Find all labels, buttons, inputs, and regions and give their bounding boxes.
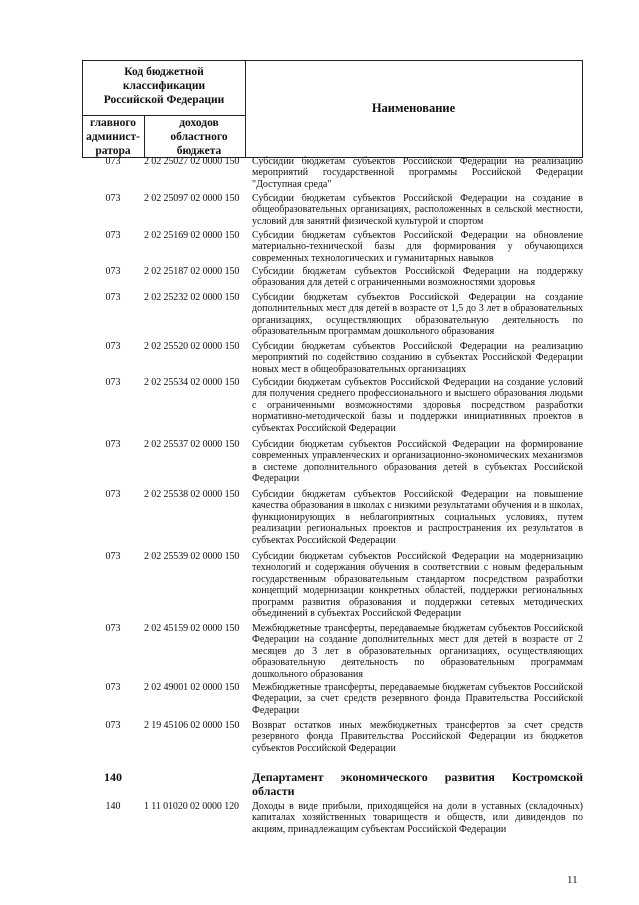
income-code: 1 11 01020 02 0000 120	[144, 801, 239, 812]
table-row	[82, 193, 583, 230]
income-code: 2 02 25534 02 0000 150	[144, 377, 240, 388]
row-name: Межбюджетные трансферты, передаваемые бюджетам субъектов Российской Федерации на создание дополнительных мест для детей в возрасте от 2 месяцев до 3 лет в образовательных организациях, осуществляющих образовательную деятельность по образовательным программам дошкольного образования	[252, 623, 583, 680]
admin-code: 073	[105, 230, 121, 241]
section-title: Департамент экономического развития Костромской области	[252, 770, 583, 798]
admin-code: 073	[105, 292, 121, 303]
income-code: 2 02 25169 02 0000 150	[144, 230, 240, 241]
header-admin-column: главного админист- ратора	[86, 117, 140, 157]
income-code: 2 02 45159 02 0000 150	[144, 623, 240, 634]
admin-code: 073	[105, 266, 121, 277]
income-code: 2 02 25027 02 0000 150	[144, 156, 240, 167]
row-name: Субсидии бюджетам субъектов Российской Федерации на формирование современных управленческих и организационно-экономических механизмов в системе дополнительного образования детей в субъектах Российской Федерации	[252, 439, 583, 485]
admin-code: 140	[105, 801, 121, 812]
income-code: 2 02 25539 02 0000 150	[144, 551, 240, 562]
row-name: Возврат остатков иных межбюджетных трансфертов за счет средств резервного фонда Правительства Российской Федерации из бюджетов субъектов Российской Федерации	[252, 720, 583, 754]
table-row	[82, 623, 583, 682]
income-code: 2 19 45106 02 0000 150	[144, 720, 240, 731]
table-row	[82, 682, 583, 720]
admin-code: 073	[105, 193, 121, 204]
admin-code: 073	[105, 720, 121, 731]
table-body	[82, 156, 583, 841]
admin-code: 073	[105, 341, 121, 352]
income-code: 2 02 25232 02 0000 150	[144, 292, 240, 303]
table-row	[82, 720, 583, 770]
table-row	[82, 377, 583, 439]
table-header	[82, 60, 583, 158]
admin-code: 073	[105, 623, 121, 634]
header-code-group: Код бюджетной классификации Российской Федерации	[103, 66, 225, 106]
row-name: Субсидии бюджетам субъектов Российской Федерации на создание дополнительных мест для детей в возрасте от 1,5 до 3 лет в образовательных организациях, осуществляющих образовательную деятельность по образовательным программам дошкольного образования	[252, 292, 583, 338]
page-number: 11	[567, 874, 578, 886]
table-row	[82, 156, 583, 193]
row-name: Межбюджетные трансферты, передаваемые бюджетам субъектов Российской Федерации, за счет средств резервного фонда Правительства Российской Федерации	[252, 682, 583, 716]
row-name: Субсидии бюджетам субъектов Российской Федерации на создание в общеобразовательных организациях, расположенных в сельской местности, условий для занятий физической культурой и спортом	[252, 193, 583, 227]
table-row	[82, 801, 583, 841]
header-name-column: Наименование	[371, 101, 456, 115]
income-code: 2 02 25538 02 0000 150	[144, 489, 240, 500]
admin-code: 073	[105, 489, 121, 500]
table-row	[82, 551, 583, 623]
table-row	[82, 439, 583, 489]
admin-code: 073	[105, 682, 121, 693]
admin-code: 073	[105, 156, 121, 167]
row-name: Субсидии бюджетам субъектов Российской Федерации на создание условий для получения среднего профессионального и высшего образования людьми с ограниченными возможностями здоровья посредством разработки нормативно-методической базы и поддержки инициативных проектов в субъектах Российской Федерации	[252, 377, 583, 434]
income-code: 2 02 25187 02 0000 150	[144, 266, 240, 277]
row-name: Субсидии бюджетам субъектов Российской Федерации на поддержку образования для детей с ограниченными возможностями здоровья	[252, 266, 583, 289]
row-name: Субсидии бюджетам субъектов Российской Федерации на обновление материально-технической базы для формирования у обучающихся современных технологических и гуманитарных навыков	[252, 230, 583, 264]
income-code: 2 02 25097 02 0000 150	[144, 193, 240, 204]
table-row	[82, 489, 583, 551]
row-name: Субсидии бюджетам субъектов Российской Федерации на реализацию мероприятий государственной программы Российской Федерации "Доступная среда"	[252, 156, 583, 190]
table-row	[82, 341, 583, 377]
row-name: Субсидии бюджетам субъектов Российской Федерации на повышение качества образования в школах с низкими результатами обучения и в школах, функционирующих в неблагоприятных социальных условиях, путем реализации региональных проектов и распространения их результатов в субъектах Российской Федерации	[252, 489, 583, 546]
admin-code: 073	[105, 439, 121, 450]
income-code: 2 02 25520 02 0000 150	[144, 341, 240, 352]
row-name: Субсидии бюджетам субъектов Российской Федерации на реализацию мероприятий по содействию созданию в субъектах Российской Федерации новых мест в общеобразовательных организациях	[252, 341, 583, 375]
admin-code: 073	[105, 551, 121, 562]
admin-code: 073	[105, 377, 121, 388]
row-name: Доходы в виде прибыли, приходящейся на доли в уставных (складочных) капиталах хозяйственных товариществ и обществ, или дивидендов по акциям, принадлежащим субъектам Российской Федерации	[252, 801, 583, 835]
table-row	[82, 266, 583, 292]
section-admin-code: 140	[104, 770, 122, 784]
row-name: Субсидии бюджетам субъектов Российской Федерации на модернизацию технологий и содержания обучения в соответствии с новым федеральным государственным образовательным стандартом посредством разработки концепций модернизации конкретных областей, поддержки региональных программ развития образования и поддержки сетевых методических объединений в субъектах Российской Федерации	[252, 551, 583, 620]
income-code: 2 02 49001 02 0000 150	[144, 682, 240, 693]
section-row	[82, 770, 583, 801]
header-income-column: доходов областного бюджета	[170, 117, 228, 157]
table-row	[82, 292, 583, 341]
income-code: 2 02 25537 02 0000 150	[144, 439, 240, 450]
table-row	[82, 230, 583, 266]
